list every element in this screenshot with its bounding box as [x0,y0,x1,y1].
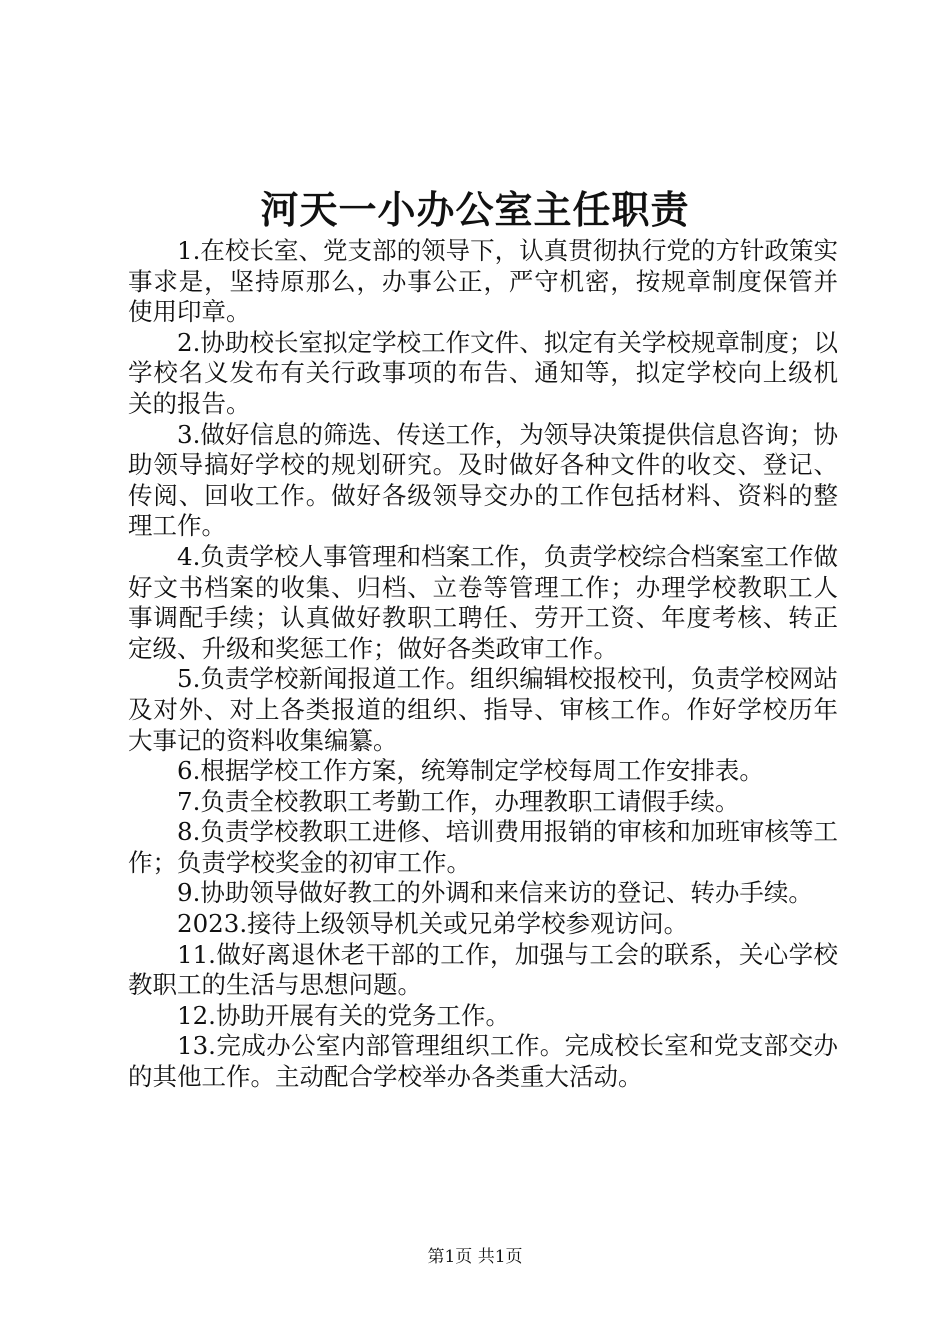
page-number-footer: 第1页 共1页 [427,1247,523,1267]
duty-item-4: 4.负责学校人事管理和档案工作，负责学校综合档案室工作做好文书档案的收集、归档、立卷等管理工作；办理学校教职工人事调配手续；认真做好教职工聘任、劳开工资、年度考核、转正定级、升级和奖惩工作；做好各类政审工作。 [128,541,838,663]
duty-item-7: 7.负责全校教职工考勤工作，办理教职工请假手续。 [177,786,740,816]
duty-item-10: 2023.接待上级领导机关或兄弟学校参观访问。 [177,909,689,939]
duty-item-11: 11.做好离退休老干部的工作，加强与工会的联系，关心学校教职工的生活与思想问题。 [128,939,838,1000]
duty-item-6: 6.根据学校工作方案，统筹制定学校每周工作安排表。 [177,756,764,786]
duty-item-3: 3.做好信息的筛选、传送工作，为领导决策提供信息咨询；协助领导搞好学校的规划研究。及时做好各种文件的收交、登记、传阅、回收工作。做好各级领导交办的工作包括材料、资料的整理工作。 [128,419,838,541]
document-body [128,236,838,1093]
duty-item-2: 2.协助校长室拟定学校工作文件、拟定有关学校规章制度；以学校名义发布有关行政事项的布告、通知等，拟定学校向上级机关的报告。 [128,327,838,418]
duty-item-9: 9.协助领导做好教工的外调和来信来访的登记、转办手续。 [177,878,813,908]
duty-item-1: 1.在校长室、党支部的领导下，认真贯彻执行党的方针政策实事求是，坚持原那么，办事公正，严守机密，按规章制度保管并使用印章。 [128,236,838,327]
document-title: 河天一小办公室主任职责 [260,187,690,232]
duty-item-8: 8.负责学校教职工进修、培训费用报销的审核和加班审核等工作；负责学校奖金的初审工作。 [128,817,838,877]
duty-item-5: 5.负责学校新闻报道工作。组织编辑校报校刊，负责学校网站及对外、对上各类报道的组织、指导、审核工作。作好学校历年大事记的资料收集编纂。 [128,664,838,755]
duty-item-13: 13.完成办公室内部管理组织工作。完成校长室和党支部交办的其他工作。主动配合学校举办各类重大活动。 [128,1031,838,1092]
duty-item-12: 12.协助开展有关的党务工作。 [177,1000,510,1030]
